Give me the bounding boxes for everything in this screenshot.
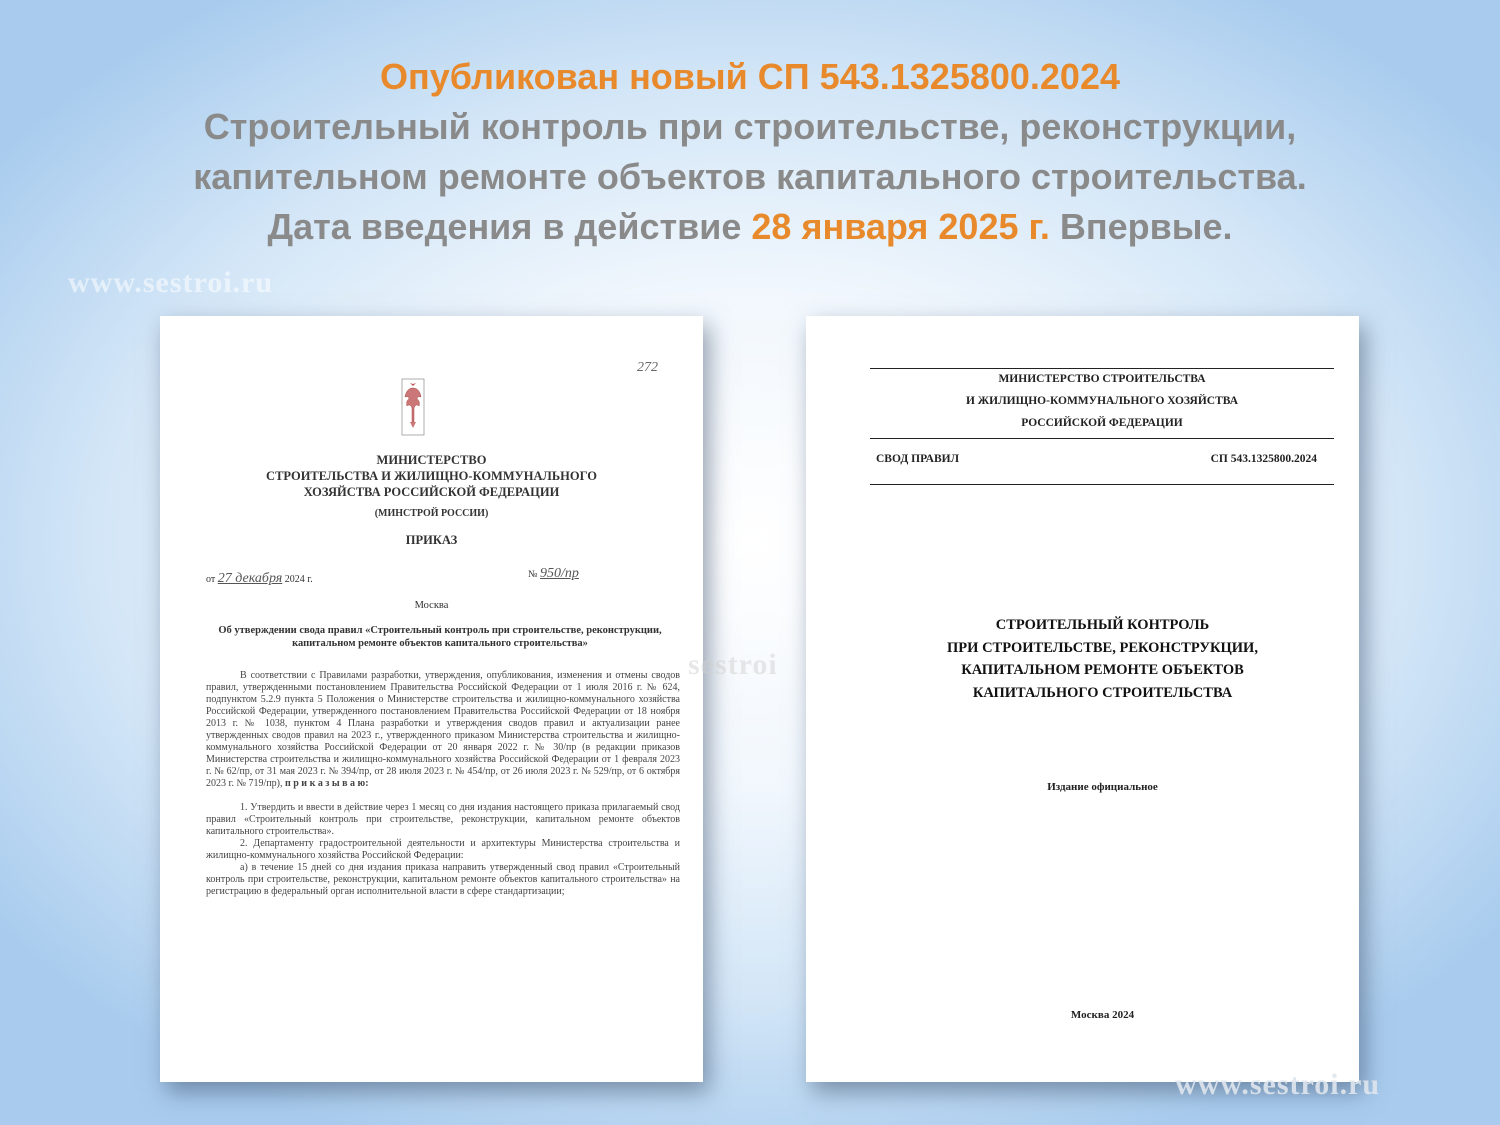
doc-kind: СВОД ПРАВИЛ bbox=[876, 453, 960, 465]
edition: Издание официальное bbox=[1047, 781, 1158, 793]
city-year: Москва 2024 bbox=[1070, 1009, 1135, 1021]
order-title: Об утверждении свода правил «Строительный контроль при строительстве, реконструкции, капитальном ремонте объектов капитального строительства» bbox=[218, 625, 662, 649]
title-ministry bbox=[870, 368, 1334, 434]
doc-title-line: КАПИТАЛЬНОМ РЕМОНТЕ ОБЪЕКТОВ bbox=[961, 662, 1244, 678]
slide-header bbox=[0, 52, 1500, 252]
header-line-4-suffix: Впервые. bbox=[1049, 206, 1233, 247]
doc-title-line: СТРОИТЕЛЬНЫЙ КОНТРОЛЬ bbox=[995, 617, 1210, 633]
date-handwritten: 27 декабря bbox=[217, 571, 283, 586]
title-ministry-line: РОССИЙСКОЙ ФЕДЕРАЦИИ bbox=[1021, 417, 1183, 429]
order-item-2: 2. Департаменту градостроительной деятельности и архитектуры Министерства строительства и жилищно-коммунального хозяйства Российской Федерации: bbox=[206, 838, 680, 861]
order-ministry-line: СТРОИТЕЛЬСТВА И ЖИЛИЩНО-КОММУНАЛЬНОГО bbox=[266, 469, 597, 483]
watermark-top: www.sestroi.ru bbox=[68, 266, 274, 299]
title-ministry-line: И ЖИЛИЩНО-КОММУНАЛЬНОГО ХОЗЯЙСТВА bbox=[965, 395, 1239, 407]
ministry-short: (МИНСТРОЙ РОССИИ) bbox=[374, 508, 489, 519]
effective-date: 28 января 2025 г. bbox=[751, 206, 1050, 247]
page-number: 272 bbox=[637, 360, 658, 375]
title-ministry-line: МИНИСТЕРСТВО СТРОИТЕЛЬСТВА bbox=[998, 373, 1206, 385]
doc-title bbox=[806, 614, 1399, 704]
number-prefix: № bbox=[528, 569, 538, 580]
order-city: Москва bbox=[414, 600, 449, 611]
date-suffix: 2024 г. bbox=[284, 574, 313, 585]
order-ministry-line: ХОЗЯЙСТВА РОССИЙСКОЙ ФЕДЕРАЦИИ bbox=[303, 485, 560, 499]
order-body bbox=[206, 670, 680, 898]
header-line-1: Опубликован новый СП 543.1325800.2024 bbox=[380, 56, 1120, 97]
rule-middle bbox=[870, 438, 1334, 439]
russian-coat-of-arms-icon bbox=[401, 378, 425, 436]
preamble-text: В соответствии с Правилами разработки, утверждения, опубликования, изменения и отмены сводов правил, утвержденными постановлением Правительства Российской Федерации от 1 июля 2016 г. № 624, подпунктом 5.2.9 пункта 5 Положения о Министерстве строительства и жилищно-коммунального хозяйства Российской Федерации, утвержденного постановлением Правительства Российской Федерации от 18 ноября 2013 г. № 1038, пунктом 4 Плана разработки и утверждения сводов правил и актуализации ранее утвержденных сводов правил на 2023 г., утвержденного приказом Министерства строительства и жилищно-коммунального хозяйства Российской Федерации от 20 января 2022 г. № 30/пр (в редакции приказов Министерства строительства и жилищно-коммунального хозяйства Российской Федерации от 1 февраля 2023 г. № 62/пр, от 31 мая 2023 г. № 394/пр, от 28 июля 2023 г. № 454/пр, от 26 июля 2023 г. № 529/пр, от 6 октября 2023 г. № 719/пр), bbox=[206, 670, 680, 789]
number-handwritten: 950/пр bbox=[540, 566, 579, 581]
doc-title-line: КАПИТАЛЬНОГО СТРОИТЕЛЬСТВА bbox=[972, 684, 1233, 701]
header-line-4-prefix: Дата введения в действие bbox=[267, 206, 752, 247]
header-line-2: Строительный контроль при строительстве, реконструкции, bbox=[203, 106, 1297, 147]
order-ministry-line: МИНИСТЕРСТВО bbox=[376, 453, 487, 467]
order-number bbox=[528, 566, 579, 582]
doc-code: СП 543.1325800.2024 bbox=[1210, 453, 1317, 465]
order-ministry bbox=[160, 452, 703, 500]
title-page bbox=[806, 316, 1359, 1082]
watermark-middle: sestroi bbox=[688, 648, 778, 681]
order-item-2a: а) в течение 15 дней со дня издания приказа направить утвержденный свод правил «Строительный контроль при строительстве, реконструкции, капитальном ремонте объектов капитального строительства» на регистрацию в федеральный орган исполнительной власти в сфере стандартизации; bbox=[206, 862, 680, 897]
preamble-end: п р и к а з ы в а ю: bbox=[284, 778, 369, 789]
date-prefix: от bbox=[206, 574, 216, 585]
header-line-3: капительном ремонте объектов капитального строительства. bbox=[193, 156, 1307, 197]
header-line-4 bbox=[0, 202, 1500, 252]
order-item-1: 1. Утвердить и ввести в действие через 1 месяц со дня издания настоящего приказа прилагаемый свод правил «Строительный контроль при строительстве, реконструкции, капитальном ремонте объектов капитального строительства». bbox=[206, 802, 680, 837]
rule-bottom bbox=[870, 484, 1334, 485]
order-page bbox=[160, 316, 703, 1082]
order-date bbox=[206, 571, 313, 587]
order-preamble bbox=[206, 670, 680, 790]
doc-type: ПРИКАЗ bbox=[405, 533, 458, 547]
doc-title-line: ПРИ СТРОИТЕЛЬСТВЕ, РЕКОНСТРУКЦИИ, bbox=[947, 639, 1258, 656]
watermark-bottom: www.sestroi.ru bbox=[1175, 1068, 1381, 1101]
